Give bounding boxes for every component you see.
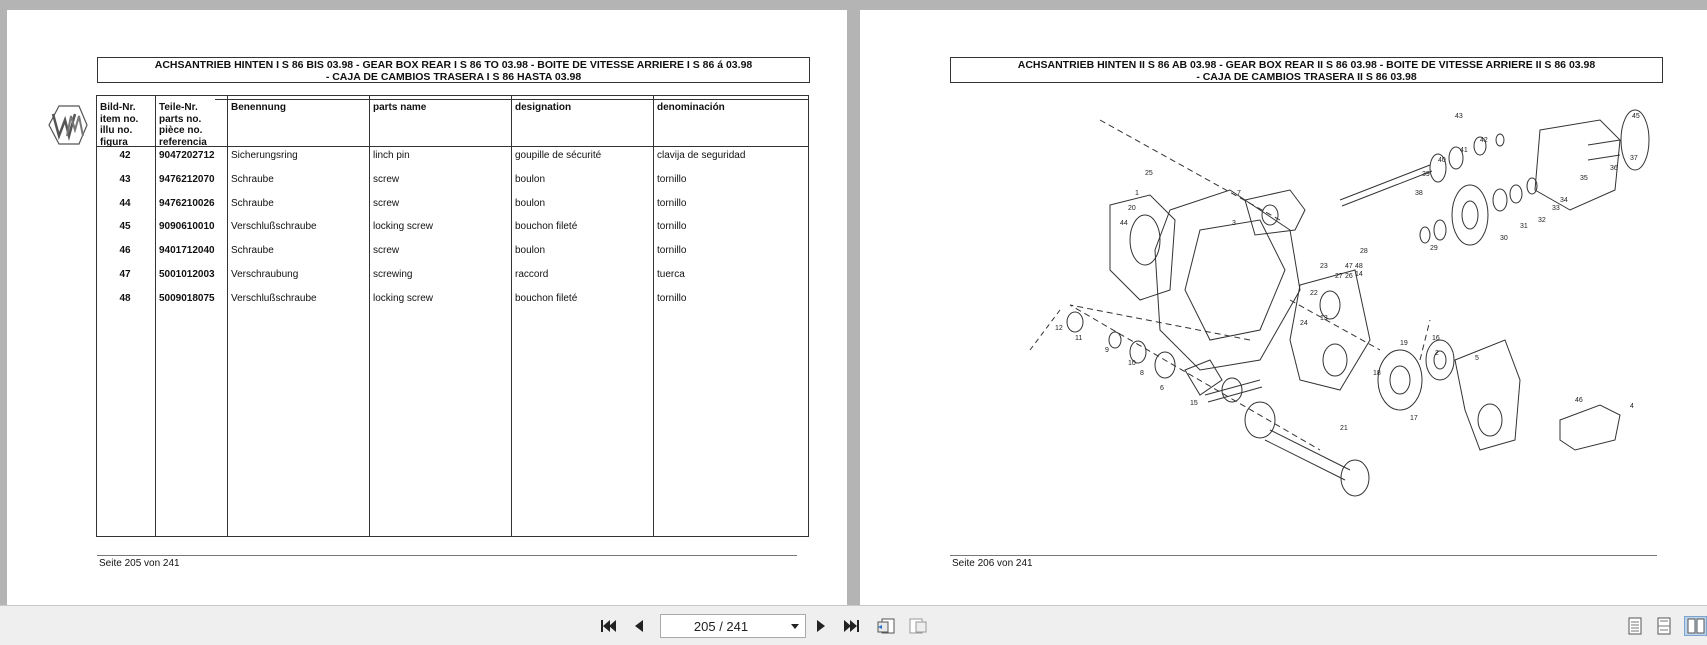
continuous-icon[interactable] [1653,616,1675,636]
header-designation: designation [515,102,572,113]
table-row [97,245,808,261]
header-denominacion: denominación [657,102,725,113]
diagram-callout-label: 4 [1630,403,1634,410]
parts-table [96,95,809,537]
diagram-callout-label: 9 [1105,347,1109,354]
table-row [97,269,808,285]
table-cell: 9476212070 [159,173,215,185]
table-cell: 5001012003 [159,269,215,280]
diagram-callout-label: 12 [1055,325,1063,332]
page-footer: Seite 206 von 241 [952,558,1033,569]
table-cell: screw [373,245,400,257]
diagram-callout-label: 13 [1320,315,1328,322]
page-title-line2: - CAJA DE CAMBIOS TRASERA I S 86 HASTA 03.98 [325,71,582,83]
diagram-callout-label: 16 [1432,335,1440,342]
diagram-callout-label: 3 [1232,220,1236,227]
table-cell: 48 [119,292,131,304]
left-page [7,10,847,605]
table-cell: Verschlußschraube [231,292,317,304]
first-page-icon[interactable] [597,616,619,636]
table-cell: tornillo [657,197,687,209]
table-cell: Sicherungsring [231,150,298,161]
diagram-callout-label: 37 [1630,155,1638,162]
diagram-callout-label: 44 [1120,220,1128,227]
diagram-callout-label: 7 [1237,190,1241,197]
table-row [97,198,808,214]
diagram-callout-label: 1 [1135,190,1139,197]
table-cell: clavija de seguridad [657,150,746,161]
gearbox-exploded-diagram [960,90,1680,530]
page-number-input[interactable] [660,614,806,638]
table-row [97,293,808,309]
table-cell: tornillo [657,245,687,257]
table-cell: tuerca [657,269,685,280]
table-row [97,174,808,190]
diagram-callout-label: 45 [1632,113,1640,120]
header-parts-no: Teile-Nr. parts no. pièce no. referencia [159,102,207,148]
diagram-callout-label: 25 [1145,170,1153,177]
table-cell: Verschraubung [231,269,299,280]
diagram-callout-label: 15 [1190,400,1198,407]
diagram-callout-label: 36 [1610,165,1618,172]
table-cell: bouchon fileté [515,292,578,304]
two-page-icon[interactable] [1684,616,1707,636]
diagram-callout-label: 35 [1580,175,1588,182]
diagram-callout-label: 31 [1520,223,1528,230]
table-cell: 46 [119,245,131,257]
diagram-callout-label: 43 [1455,113,1463,120]
page-footer: Seite 205 von 241 [99,558,180,569]
diagram-callout-label: 27 [1335,273,1343,280]
table-cell: 9476210026 [159,197,215,209]
diagram-callout-label: 23 [1320,263,1328,270]
table-cell: 9090610010 [159,221,215,233]
diagram-callout-label: 33 [1552,205,1560,212]
diagram-callout-label: 24 [1300,320,1308,327]
page-title-box [950,57,1663,83]
next-page-icon[interactable] [810,616,832,636]
table-cell: 44 [119,197,131,209]
diagram-callout-label: 48 [1355,263,1363,270]
table-cell: boulon [515,197,546,209]
wm-logo [47,100,89,150]
diagram-callout-label: 26 [1345,273,1353,280]
table-cell: tornillo [657,173,687,185]
table-cell: bouchon fileté [515,221,578,233]
table-cell: Verschlußschraube [231,221,317,233]
diagram-callout-label: 11 [1075,335,1083,342]
header-parts-name: parts name [373,102,427,113]
forward-icon[interactable] [907,616,929,636]
table-cell: raccord [515,269,549,280]
diagram-callout-label: 40 [1438,157,1446,164]
table-cell: linch pin [373,150,410,161]
diagram-callout-label: 2 [1435,350,1439,357]
diagram-callout-label: 21 [1340,425,1348,432]
diagram-callout-label: 20 [1128,205,1136,212]
diagram-callout-label: 17 [1410,415,1418,422]
table-cell: locking screw [373,221,434,233]
table-cell: tornillo [657,292,687,304]
table-cell: boulon [515,245,546,257]
table-cell: 5009018075 [159,292,215,304]
header-item-no: Bild-Nr. item no. illu no. figura [100,102,139,148]
diagram-callout-label: 41 [1460,147,1468,154]
prev-page-icon[interactable] [628,616,650,636]
back-icon[interactable] [875,616,897,636]
viewer-toolbar [0,605,1707,645]
chevron-down-icon[interactable] [791,624,799,629]
diagram-callout-label: 22 [1310,290,1318,297]
header-benennung: Benennung [231,102,286,113]
diagram-callout-label: 42 [1480,137,1488,144]
diagram-callout-label: 46 [1575,397,1583,404]
table-cell: Schraube [231,173,274,185]
table-row [97,150,808,166]
table-cell: Schraube [231,245,274,257]
diagram-callout-label: 29 [1430,245,1438,252]
table-cell: boulon [515,173,546,185]
diagram-callout-label: 47 [1345,263,1353,270]
table-cell: 42 [119,150,131,161]
table-cell: screw [373,197,400,209]
diagram-callout-label: 10 [1128,360,1136,367]
page-title-line1: ACHSANTRIEB HINTEN II S 86 AB 03.98 - GEAR BOX REAR II S 86 03.98 - BOITE DE VITESSE ARRIERE II S 86 03.98 [1017,59,1596,71]
diagram-callout-label: 34 [1560,197,1568,204]
diagram-callout-label: 14 [1355,271,1363,278]
diagram-callout-label: 5 [1475,355,1479,362]
last-page-icon[interactable] [841,616,863,636]
diagram-callout-label: 30 [1500,235,1508,242]
diagram-callout-label: 18 [1373,370,1381,377]
table-cell: 45 [119,221,131,233]
page-title-line2: - CAJA DE CAMBIOS TRASERA II S 86 03.98 [1196,71,1417,83]
table-cell: Schraube [231,197,274,209]
diagram-callout-label: 8 [1140,370,1144,377]
table-cell: 43 [119,173,131,185]
table-cell: goupille de sécurité [515,150,602,161]
page-title-line1: ACHSANTRIEB HINTEN I S 86 BIS 03.98 - GEAR BOX REAR I S 86 TO 03.98 - BOITE DE VITESSE ARRIERE I S 86 á 03.98 [154,59,753,71]
table-cell: locking screw [373,292,434,304]
right-page [860,10,1707,605]
table-cell: tornillo [657,221,687,233]
diagram-callout-label: 32 [1538,217,1546,224]
diagram-callout-label: 6 [1160,385,1164,392]
table-cell: 47 [119,269,131,280]
diagram-callout-label: 39 [1422,171,1430,178]
diagram-callout-label: 19 [1400,340,1408,347]
table-cell: 9047202712 [159,150,215,161]
table-row [97,221,808,237]
single-page-icon[interactable] [1624,616,1646,636]
table-cell: screwing [373,269,413,280]
table-cell: 9401712040 [159,245,215,257]
page-indicator: 205 / 241 [693,619,749,634]
diagram-callout-label: 28 [1360,248,1368,255]
page-title-box [97,57,810,83]
diagram-callout-label: 38 [1415,190,1423,197]
table-cell: screw [373,173,400,185]
